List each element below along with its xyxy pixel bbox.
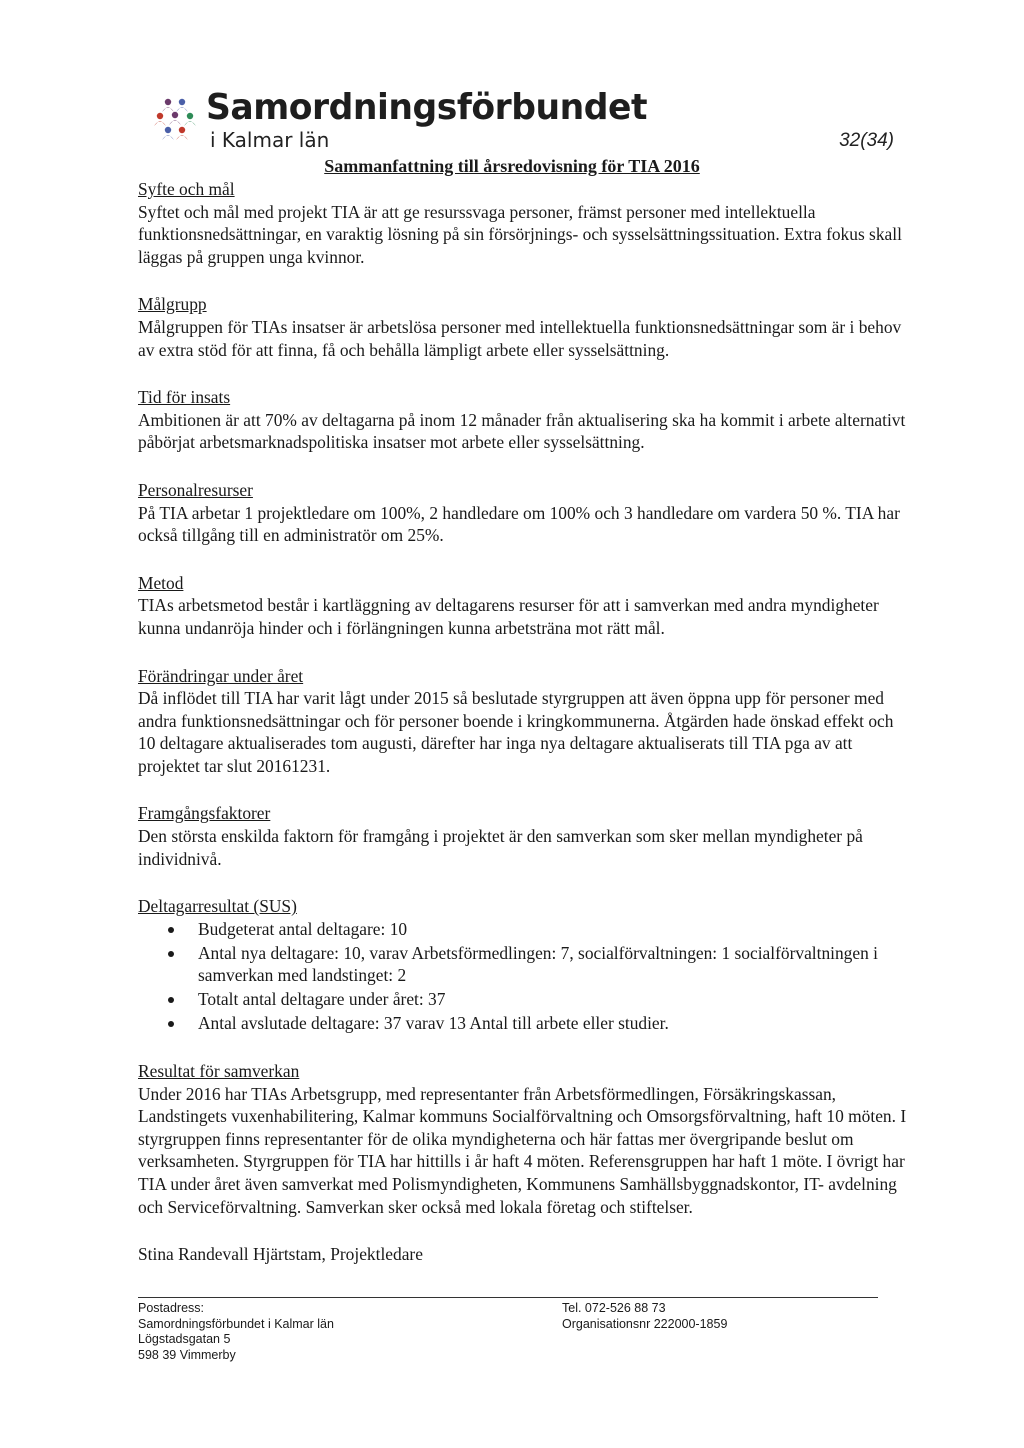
list-item: [138, 942, 908, 987]
section-personalresurser: [138, 479, 908, 547]
bullet-icon: [168, 997, 174, 1003]
bullet-icon: [168, 951, 174, 957]
footer-org-number: Organisationsnr 222000-1859: [562, 1316, 728, 1331]
section-heading: Deltagarresultat (SUS): [138, 896, 297, 917]
logo-figure-body: [176, 108, 188, 113]
list-item: [138, 988, 908, 1011]
logo-figure-body: [154, 122, 166, 127]
logo-figure-head: [172, 112, 178, 118]
section-text: Målgruppen för TIAs insatser är arbetslösa personer med intellektuella funktionsnedsättningar som är i behov av extra stöd för att finna, få och behålla lämpligt arbete eller sysselsättning.: [138, 316, 902, 360]
signature: Stina Randevall Hjärtstam, Projektledare: [138, 1244, 423, 1265]
logo-title: Samordningsförbundet: [206, 87, 647, 128]
results-list: [138, 918, 908, 1035]
section-text: Den största enskilda faktorn för framgång i projektet är den samverkan som sker mellan myndigheter på individnivå.: [138, 826, 863, 869]
people-cluster-logo-icon: [150, 94, 202, 146]
footer-phone: Tel. 072-526 88 73: [562, 1301, 666, 1315]
section-resultat-for-samverkan: [138, 1060, 908, 1218]
section-heading: Syfte och mål: [138, 179, 235, 199]
document-body: [138, 178, 908, 1266]
section-text: Under 2016 har TIAs Arbetsgrupp, med representanter från Arbetsförmedlingen, Försäkringskassan, Landstingets vuxenhabilitering, Kalmar kommuns Socialförvaltning och Omsorgsförvaltning, haft 10 möten. I styrgruppen finns representanter för de olika myndigheterna och här fattas mer övergripande beslut om verksamheten. Styrgruppen för TIA har hittills i år haft 4 möten. Referensgruppen har haft 1 möte. I övrigt har TIA under året även samverkat med Polismyndigheten, Kommunens Samhällsbyggnadskontor, IT- avdelning och Serviceförvaltning. Samverkan sker också med lokala företag och stiftelser.: [138, 1083, 907, 1217]
section-text: Ambitionen är att 70% av deltagarna på inom 12 månader från aktualisering ska ha kommit i arbete alternativt påbörjat arbetsmarknadspolitiska insatser mot arbete eller sysselsättning.: [138, 409, 906, 453]
section-heading: Personalresurser: [138, 479, 253, 500]
section-text: På TIA arbetar 1 projektledare om 100%, 2 handledare om 100% och 3 handledare om vardera 50 %. TIA har också tillgång till en administratör om 25%.: [138, 502, 900, 546]
footer-divider: [138, 1297, 878, 1298]
section-heading: Resultat för samverkan: [138, 1060, 300, 1081]
section-malgrupp: [138, 293, 908, 361]
bullet-icon: [168, 1021, 174, 1027]
section-forandringar-under-aret: [138, 665, 908, 778]
list-item: [138, 918, 908, 941]
section-text: TIAs arbetsmetod består i kartläggning av deltagarens resurser för att i samverkan med andra myndigheter kunna undanröja hinder och i förlängningen kunna arbetsträna mot rätt mål.: [138, 595, 879, 638]
footer-contact: [562, 1301, 727, 1332]
logo-figure-body: [184, 122, 196, 127]
section-syfte-och-mal: [138, 178, 908, 268]
logo-subtitle: i Kalmar län: [210, 128, 330, 152]
bullet-icon: [168, 927, 174, 933]
footer-line: 598 39 Vimmerby: [138, 1347, 236, 1362]
section-deltagarresultat: [138, 895, 908, 1035]
document-title: Sammanfattning till årsredovisning för TIA 2016: [324, 156, 700, 176]
logo-figure-head: [157, 113, 163, 119]
footer-line: Postadress:: [138, 1301, 205, 1315]
section-heading: Förändringar under året: [138, 665, 304, 686]
logo-figure-head: [179, 99, 185, 105]
section-metod: [138, 572, 908, 640]
footer-line: Lögstadsgatan 5: [138, 1332, 231, 1346]
logo-figure-head: [165, 99, 171, 105]
section-heading: Målgrupp: [138, 294, 207, 315]
section-framgangsfaktorer: [138, 802, 908, 870]
logo-figure-body: [169, 121, 181, 126]
footer-line: Samordningsförbundet i Kalmar län: [138, 1316, 334, 1331]
logo-figure-head: [187, 113, 193, 119]
section-text: Då inflödet till TIA har varit lågt under 2015 så beslutade styrgruppen att även öppna upp för personer med andra funktionsnedsättningar och för personer boende i kringkommunerna. Åtgärden hade önskad effekt och 10 deltagare aktualiserades tom augusti, därefter har inga nya deltagare aktualiserats till TIA pga av att projektet tar slut 20161231.: [138, 688, 894, 776]
logo-figure-head: [165, 127, 171, 133]
section-heading: Framgångsfaktorer: [138, 803, 271, 824]
logo-figure-body: [162, 136, 174, 141]
logo-figure-head: [179, 127, 185, 133]
section-heading: Tid för insats: [138, 387, 231, 408]
list-item-text: Totalt antal deltagare under året: 37: [198, 989, 446, 1010]
section-tid-for-insats: [138, 386, 908, 454]
list-item: [138, 1012, 908, 1035]
footer-postal-address: [138, 1301, 334, 1363]
logo-figure-body: [162, 108, 174, 113]
list-item-text: Budgeterat antal deltagare: 10: [198, 918, 408, 939]
list-item-text: Antal nya deltagare: 10, varav Arbetsförmedlingen: 7, socialförvaltningen: 1 socialförvaltningen i samverkan med landstinget: 2: [198, 942, 878, 986]
section-text: Syftet och mål med projekt TIA är att ge resurssvaga personer, främst personer med intellektuella funktionsnedsättningar, en varaktig lösning på sin försörjnings- och sysselsättningssituation. Extra fokus skall läggas på gruppen unga kvinnor.: [138, 201, 902, 267]
page-number: 32(34): [839, 130, 894, 151]
list-item-text: Antal avslutade deltagare: 37 varav 13 Antal till arbete eller studier.: [198, 1013, 669, 1034]
logo-figure-body: [176, 136, 188, 141]
section-heading: Metod: [138, 572, 184, 593]
organization-logo: [150, 84, 650, 164]
